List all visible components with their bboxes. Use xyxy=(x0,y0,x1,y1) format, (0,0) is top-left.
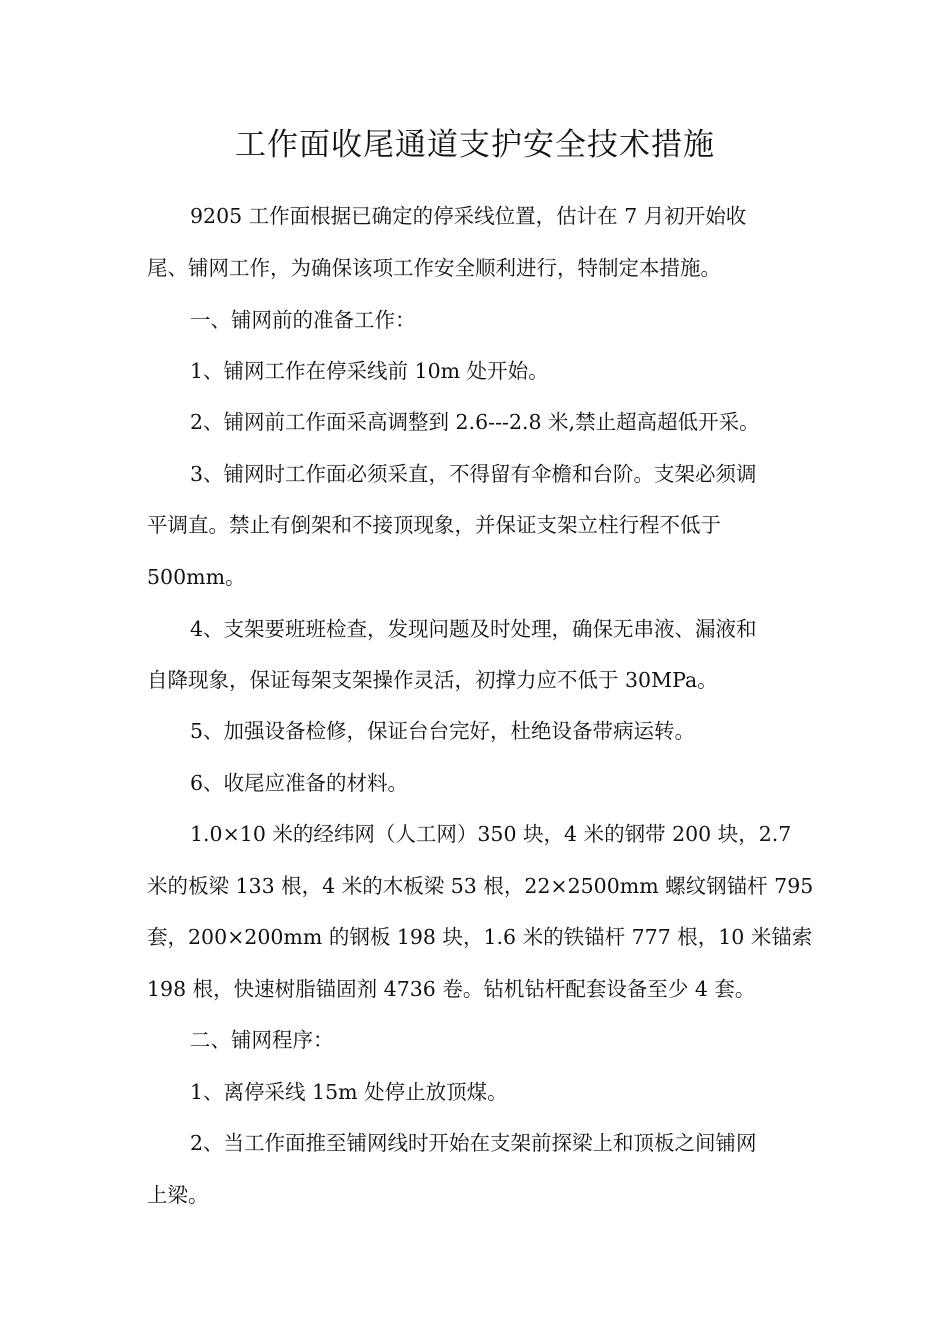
list-item: 6、收尾应准备的材料。 xyxy=(190,771,409,795)
paragraph-line: 平调直。禁止有倒架和不接顶现象，并保证支架立柱行程不低于 xyxy=(147,513,721,537)
section-heading: 一、铺网前的准备工作： xyxy=(190,308,416,332)
list-item: 2、铺网前工作面采高调整到 2.6---2.8 米,禁止超高超低开采。 xyxy=(190,410,760,434)
paragraph-line: 198 根，快速树脂锚固剂 4736 卷。钻机钻杆配套设备至少 4 套。 xyxy=(147,977,756,1001)
paragraph-line: 上梁。 xyxy=(147,1183,209,1207)
paragraph-line: 9205 工作面根据已确定的停采线位置，估计在 7 月初开始收 xyxy=(190,204,747,228)
paragraph-line: 500mm。 xyxy=(147,565,246,589)
list-item: 4、支架要班班检查，发现问题及时处理，确保无串液、漏液和 xyxy=(190,617,757,641)
list-item: 1、铺网工作在停采线前 10m 处开始。 xyxy=(190,359,549,383)
paragraph-line: 自降现象，保证每架支架操作灵活，初撑力应不低于 30MPa。 xyxy=(147,668,718,692)
document-title: 工作面收尾通道支护安全技术措施 xyxy=(235,127,715,163)
paragraph-line: 1.0×10 米的经纬网（人工网）350 块，4 米的钢带 200 块，2.7 xyxy=(190,822,792,846)
list-item: 2、当工作面推至铺网线时开始在支架前探梁上和顶板之间铺网 xyxy=(190,1131,757,1155)
list-item: 5、加强设备检修，保证台台完好，杜绝设备带病运转。 xyxy=(190,719,696,743)
paragraph-line: 套，200×200mm 的钢板 198 块，1.6 米的铁锚杆 777 根，10 米锚索 xyxy=(147,925,813,949)
list-item: 1、离停采线 15m 处停止放顶煤。 xyxy=(190,1080,508,1104)
paragraph-line: 尾、铺网工作，为确保该项工作安全顺利进行，特制定本措施。 xyxy=(147,256,721,280)
list-item: 3、铺网时工作面必须采直，不得留有伞檐和台阶。支架必须调 xyxy=(190,462,757,486)
paragraph-line: 米的板梁 133 根，4 米的木板梁 53 根，22×2500mm 螺纹钢锚杆 795 xyxy=(147,874,814,898)
section-heading: 二、铺网程序： xyxy=(190,1028,334,1052)
